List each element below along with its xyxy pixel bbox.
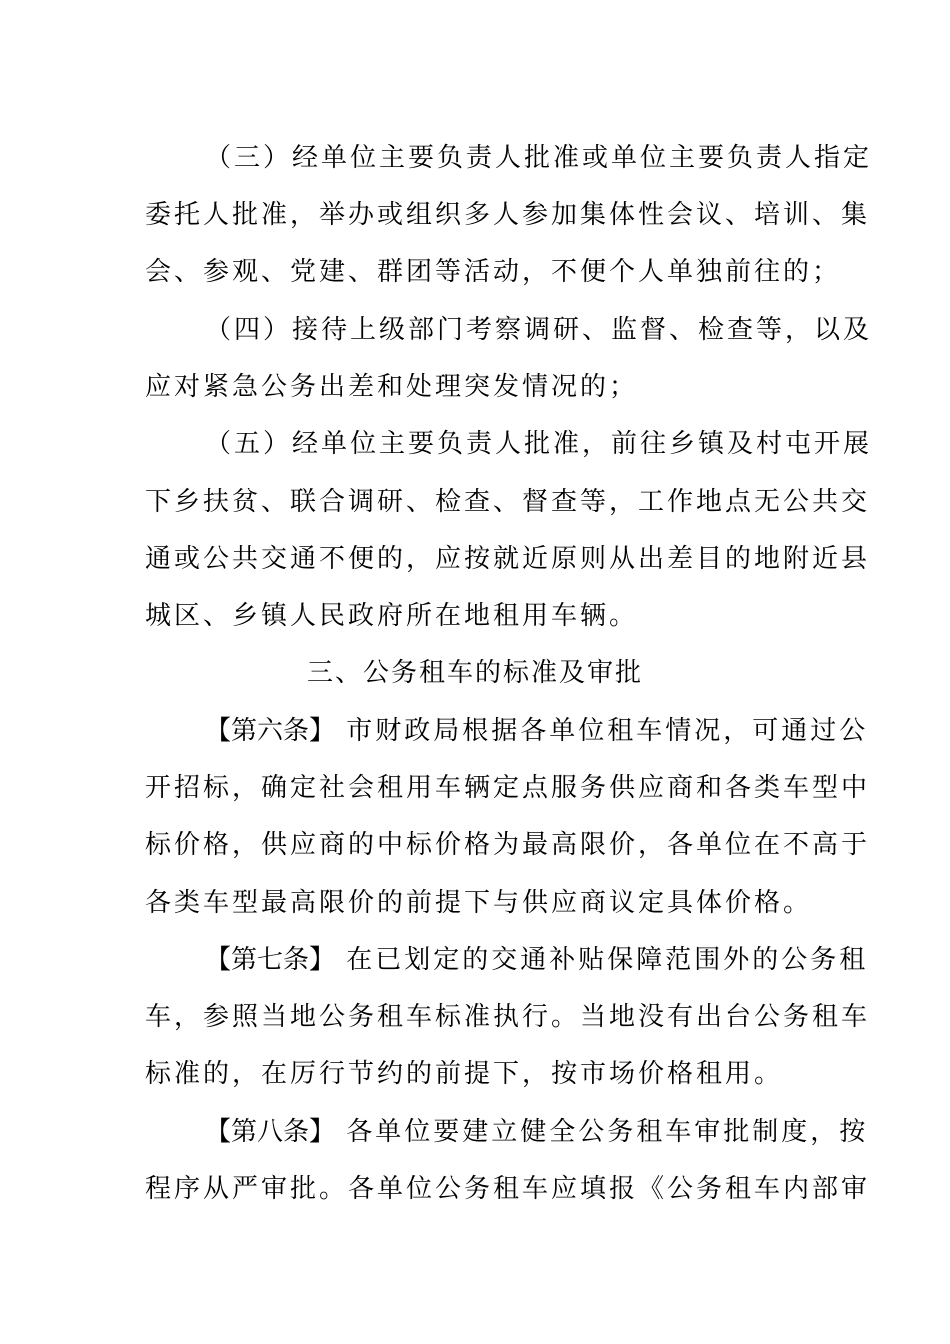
article-8-text: 各单位要建立健全公务租车审批制度，按 bbox=[346, 1117, 869, 1147]
article-7-label: 【第七条】 bbox=[205, 945, 336, 975]
paragraph-3-line-1: （三）经单位主要负责人批准或单位主要负责人指定 bbox=[205, 143, 873, 173]
paragraph-5-line-4: 城区、乡镇人民政府所在地租用车辆。 bbox=[145, 601, 639, 631]
article-6-label: 【第六条】 bbox=[205, 716, 336, 746]
article-6-line-3: 标价格，供应商的中标价格为最高限价，各单位在不高于 bbox=[145, 830, 871, 860]
article-6-line-4: 各类车型最高限价的前提下与供应商议定具体价格。 bbox=[145, 888, 813, 918]
paragraph-5-line-1: （五）经单位主要负责人批准，前往乡镇及村屯开展 bbox=[205, 429, 873, 459]
article-6-text: 市财政局根据各单位租车情况，可通过公 bbox=[346, 716, 869, 746]
paragraph-5-line-2: 下乡扶贫、联合调研、检查、督查等，工作地点无公共交 bbox=[145, 487, 871, 517]
article-7-line-2: 车，参照当地公务租车标准执行。当地没有出台公务租车 bbox=[145, 1002, 871, 1032]
section-heading: 三、公务租车的标准及审批 bbox=[306, 658, 643, 688]
paragraph-4-line-2: 应对紧急公务出差和处理突发情况的； bbox=[145, 372, 639, 402]
article-7-text: 在已划定的交通补贴保障范围外的公务租 bbox=[346, 945, 869, 975]
paragraph-3-line-3: 会、参观、党建、群团等活动，不便个人单独前往的； bbox=[145, 257, 842, 287]
article-8-label: 【第八条】 bbox=[205, 1117, 336, 1147]
paragraph-3-line-2: 委托人批准，举办或组织多人参加集体性会议、培训、集 bbox=[145, 200, 871, 230]
article-8-line-2: 程序从严审批。各单位公务租车应填报《公务租车内部审 bbox=[145, 1174, 871, 1204]
article-7-line-3: 标准的，在厉行节约的前提下，按市场价格租用。 bbox=[145, 1059, 784, 1089]
paragraph-4-line-1: （四）接待上级部门考察调研、监督、检查等，以及 bbox=[205, 315, 873, 345]
article-6-line-2: 开招标，确定社会租用车辆定点服务供应商和各类车型中 bbox=[145, 773, 871, 803]
article-6-first-line bbox=[205, 715, 868, 747]
paragraph-5-line-3: 通或公共交通不便的，应按就近原则从出差目的地附近县 bbox=[145, 544, 871, 574]
article-7-first-line bbox=[205, 944, 868, 976]
article-8-first-line bbox=[205, 1116, 868, 1148]
